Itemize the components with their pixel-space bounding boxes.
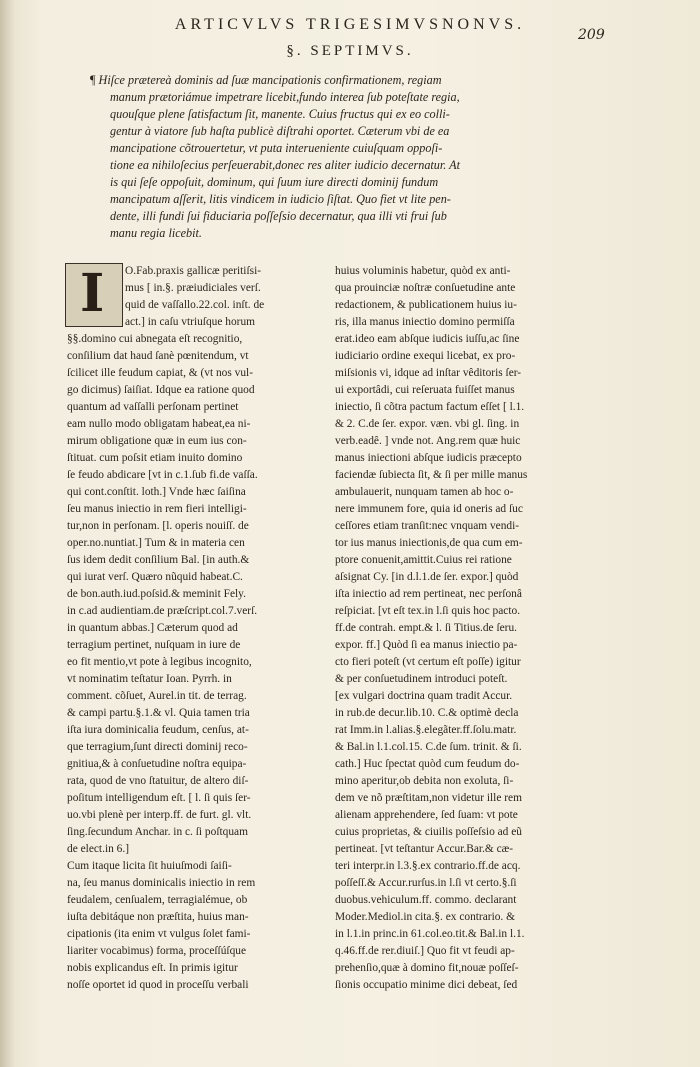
text-line: iſta iniectio ad rem pertineat, nec perſonâ: [335, 588, 522, 600]
text-line: redactionem, & publicationem huius iu-: [335, 299, 517, 311]
text-line: que terragium,ſunt directi dominij reco-: [67, 741, 248, 753]
text-line: ſtituat. cum poſsit etiam inuito domino: [67, 452, 243, 464]
text-line: & 2. C.de ſer. expor. væn. vbi gl. ſing. in: [335, 418, 520, 430]
text-line: in l.1.in princ.in 61.col.eo.tit.& Bal.in l.1.: [335, 928, 525, 940]
text-line: poſſeſſ.& Accur.rurſus.in l.ſi vt certo.§.ſi: [335, 877, 517, 889]
text-line: quantum ad vaſſalli perſonam pertinet: [67, 401, 239, 413]
text-line: eam nullo modo obligatam habeat,ea ni-: [67, 418, 251, 430]
text-line: cto fieri poteſt (vt certum eſt poſſe) igitur: [335, 656, 521, 668]
section-heading: §. SEPTIMVS.: [286, 43, 414, 59]
text-line: faciendæ ſubiecta ſit, & ſi per mille manus: [335, 469, 528, 481]
intro-line-text: mancipatione cõtrouertetur, vt puta interueniente cuiuſquam oppoſi-: [110, 141, 443, 155]
text-line: gnitiua,& à conſuetudine noſtra equipa-: [67, 758, 247, 770]
text-line: pertineat. [vt teſtantur Accur.Bar.& cæ-: [335, 843, 514, 855]
intro-line-text: quouſque plene ſatisfactum ſit, manente. Cuius fructus qui ex eo colli-: [110, 107, 450, 121]
text-line: verb.eadê. ] vnde not. Ang.rem quæ huic: [335, 435, 521, 447]
page-number: 209: [578, 27, 605, 43]
text-line: [ex vulgari doctrina quam tradit Accur.: [335, 690, 513, 702]
intro-line: [110, 208, 560, 225]
text-line: na, ſeu manus dominicalis iniectio in rem: [67, 877, 256, 889]
text-line: iſta iura dominicalia feudum, cenſus, at-: [67, 724, 249, 736]
intro-line: [110, 157, 560, 174]
text-line: ſionis occupatio minime dici debeat, ſed: [335, 979, 518, 991]
text-line: & campi partu.§.1.& vl. Quia tamen tria: [67, 707, 250, 719]
intro-paragraph: [90, 72, 560, 242]
paragraph-mark-icon: ¶: [90, 73, 96, 87]
text-line: cipationis (ita enim vt vulgus ſolet fami-: [67, 928, 251, 940]
intro-line: [110, 191, 560, 208]
text-line: de elect.in 6.]: [67, 843, 129, 855]
text-line: q.46.ff.de rer.diuiſ.] Quo fit vt feudi ap-: [335, 945, 515, 957]
text-line: liariter vocabimus) forma, proceſſúſque: [67, 945, 247, 957]
intro-line: [110, 225, 560, 242]
text-line: noſſe oportet id quod in proceſſu verbali: [67, 979, 249, 991]
text-line: in c.ad audientiam.de præſcript.col.7.verſ.: [67, 605, 258, 617]
text-line: erat.ideo eam abſque iudicis iuſſu,ac ſine: [335, 333, 520, 345]
text-line: feudalem, cenſualem, terragialémue, ob: [67, 894, 248, 906]
text-line: ſus idem dedit conſilium Bal. [in auth.&: [67, 554, 250, 566]
text-line: qua prouinciæ noſtræ conſuetudine ante: [335, 282, 516, 294]
text-line: duobus.vehiculum.ff. commo. declarant: [335, 894, 517, 906]
left-column: [67, 263, 299, 994]
text-line: poſitum intelligendum eſt. [ l. ſi quis ſer-: [67, 792, 251, 804]
text-line: alienam apprehendere, ſed ſuam: vt pote: [335, 809, 518, 821]
page-gutter: [0, 0, 14, 1067]
running-head: ARTICVLVS TRIGESIMVSNONVS.: [174, 16, 526, 33]
intro-line: [110, 106, 560, 123]
text-line: §§.domino cui abnegata eſt recognitio,: [67, 333, 243, 345]
intro-line-text: is qui ſeſe oppoſuit, dominum, qui ſuum iure directi dominij fundum: [110, 175, 439, 189]
text-line: iniectio, ſi cõtra pactum factum eſſet [ l.1.: [335, 401, 525, 413]
intro-line-text: dente, illi fundi ſui fiduciaria poſſeſsio decernatur, qua illi vti frui ſub: [110, 209, 447, 223]
text-line: go dicimus) ſaiſiat. Idque ea ratione quod: [67, 384, 255, 396]
intro-line: [110, 140, 560, 157]
text-line: ptore conuenit,amittit.Cuius rei ratione: [335, 554, 512, 566]
right-column: [335, 263, 567, 994]
text-line: cath.] Huc ſpectat quòd cum feudum do-: [335, 758, 520, 770]
text-line: uo.vbi plenè per interp.ff. de furt. gl. vlt.: [67, 809, 252, 821]
text-line: ſcilicet ille feudum capiat, & (vt nos vul-: [67, 367, 253, 379]
text-line: rat Imm.in l.alias.§.elegãter.ff.ſolu.matr.: [335, 724, 517, 736]
text-line: rata, quod de vno ſtatuitur, de altero diſ-: [67, 775, 249, 787]
intro-line-text: mancipatum aſſerit, litis vindicem in iudicio ſiſtat. Quo fiet vt lite pen-: [110, 192, 451, 206]
text-line: eo fit mentio,vt pote à legibus incognito,: [67, 656, 252, 668]
text-line: qui cont.conſtit. loth.] Vnde hæc ſaiſina: [67, 486, 246, 498]
text-line: prehenſio,quæ à domino fit,nouæ poſſeſ-: [335, 962, 519, 974]
text-line: O.Fab.praxis gallicæ peritiſsi-: [125, 265, 262, 277]
text-line: ſing.ſecundum Anchar. in c. ſi poſtquam: [67, 826, 248, 838]
text-line: in quantum abbas.] Cæterum quod ad: [67, 622, 238, 634]
text-line: oper.no.nuntiat.] Tum & in materia cen: [67, 537, 245, 549]
text-line: vt nominatim teſtatur Ioan. Pyrrh. in: [67, 673, 232, 685]
text-line: dem ve nõ præſtitam,non videtur ille rem: [335, 792, 522, 804]
intro-line-text: tione ea nihiloſecius perſeuerabit,donec res aliter iudicio decernatur. At: [110, 158, 460, 172]
text-line: ſe feudo abdicare [vt in c.1.ſub fi.de vaſſa.: [67, 469, 258, 481]
intro-line: [90, 72, 560, 89]
text-line: ſeu manus iniectio in rem fieri intelligi-: [67, 503, 247, 515]
intro-line-text: gentur à viatore ſub haſta publicè diſtrahi oportet. Cæterum vbi de ea: [110, 124, 450, 138]
text-line: in rub.de decur.lib.10. C.& optimè decla: [335, 707, 519, 719]
text-line: expor. ff.] Quòd ſi ea manus iniectio pa-: [335, 639, 518, 651]
text-line: iudiciario ordine exequi licebat, ex pro-: [335, 350, 516, 362]
text-line: ris, illa manus iniectio domino permiſſa: [335, 316, 515, 328]
intro-line-text: manu regia licebit.: [110, 226, 202, 240]
text-line: reſpiciat. [vt eſt tex.in l.ſi quis hoc pacto.: [335, 605, 521, 617]
text-line: nobis explicandus eſt. In primis igitur: [67, 962, 238, 974]
text-line: ff.de contrah. empt.& l. ſi Titius.de ſeru.: [335, 622, 518, 634]
text-line: ceſſores etiam tranſit:nec vnquam vendi-: [335, 520, 520, 532]
text-line: qui iurat verſ. Quæro nũquid habeat.C.: [67, 571, 243, 583]
text-line: act.] in caſu vtriuſque horum: [125, 316, 256, 328]
text-line: aſsignat Cy. [in d.l.1.de ſer. expor.] quòd: [335, 571, 519, 583]
text-line: teri interpr.in l.3.§.ex contrario.ff.de acq.: [335, 860, 521, 872]
text-line: & per conſuetudinem introduci poteſt.: [335, 673, 508, 685]
text-line: & Bal.in l.1.col.15. C.de ſum. trinit. & ſi.: [335, 741, 522, 753]
text-line: Moder.Mediol.in cita.§. ex contrario. &: [335, 911, 515, 923]
initial-letter: I: [80, 263, 105, 324]
text-line: terragium pertinet, nuſquam in iure de: [67, 639, 241, 651]
text-line: huius voluminis habetur, quòd ex anti-: [335, 265, 511, 277]
text-line: comment. cõſuet, Aurel.in tit. de terrag.: [67, 690, 247, 702]
intro-line: [110, 89, 560, 106]
text-line: miſsionis vi, idque ad inſtar vêditoris ſer-: [335, 367, 522, 379]
intro-line: [110, 123, 560, 140]
text-line: mirum obligatione quæ in eum ius con-: [67, 435, 247, 447]
intro-line-text: manum prætoriámue impetrare licebit,fundo interea ſub poteſtate regia,: [110, 90, 460, 104]
text-line: cuius proprietas, & ciuilis poſſeſsio ad eũ: [335, 826, 522, 838]
text-line: conſilium dat haud ſanè pœnitendum, vt: [67, 350, 249, 362]
text-line: de bon.auth.iud.poſsid.& meminit Fely.: [67, 588, 246, 600]
text-line: nere immunem fore, quia id oneris ad ſuc: [335, 503, 523, 515]
text-line: ui exportâdi, cui reſeruata fuiſſet manus: [335, 384, 515, 396]
text-line: mino aperitur,ob debita non exoluta, ſi-: [335, 775, 514, 787]
text-line: mus [ in.§. præiudiciales verſ.: [125, 282, 261, 294]
intro-line: [110, 174, 560, 191]
text-line: manus iniectioni abſque iudicis præcepto: [335, 452, 522, 464]
text-line: tor ius manus iniectionis,de qua cum em-: [335, 537, 523, 549]
text-line: tur,non in perſonam. [l. operis nouiſſ. de: [67, 520, 249, 532]
text-line: ambulauerit, nunquam tamen ab hoc o-: [335, 486, 514, 498]
intro-line-text: Hiſce prætereà dominis ad ſuæ mancipationis confirmationem, regiam: [98, 73, 442, 87]
text-line: Cum itaque licita ſit huiuſmodi ſaiſi-: [67, 860, 232, 872]
text-line: quid de vaſſallo.22.col. inſt. de: [125, 299, 265, 311]
text-line: iuſta debitáque non præſtita, huius man-: [67, 911, 249, 923]
